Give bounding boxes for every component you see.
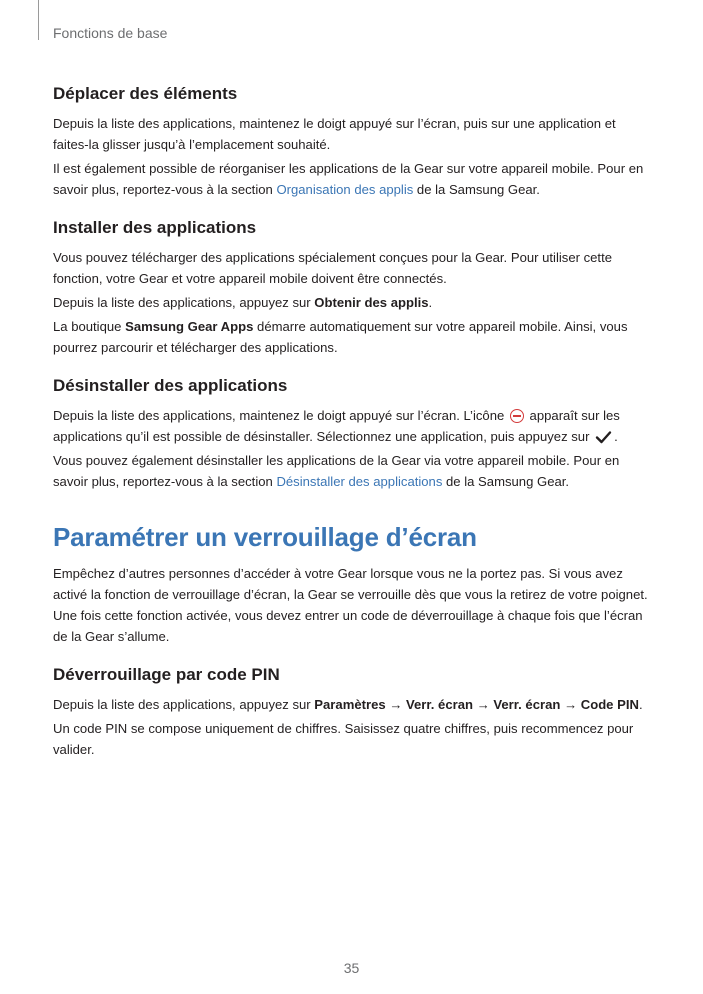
section-screen-lock bbox=[53, 520, 653, 647]
paragraph-install-3: La boutique Samsung Gear Apps démarre automatiquement sur votre appareil mobile. Ainsi, vous pourrez parcourir et télécharger des applications. bbox=[53, 319, 628, 355]
paragraph-uninstall-1: Depuis la liste des applications, maintenez le doigt appuyé sur l’écran. L’icône apparaît sur les applications qu’il est possible de désinstaller. Sélectionnez une application, puis appuyez sur . bbox=[53, 408, 620, 444]
term-gear-apps: Samsung Gear Apps bbox=[125, 319, 254, 334]
section-pin-unlock bbox=[53, 664, 653, 760]
heading-screen-lock: Paramétrer un verrouillage d’écran bbox=[53, 522, 477, 552]
header-rule bbox=[38, 0, 39, 40]
page-number: 35 bbox=[343, 960, 360, 976]
paragraph-uninstall-2: Vous pouvez également désinstaller les applications de la Gear via votre appareil mobile. Pour en savoir plus, reportez-vous à la section Désinstaller des applications de la Samsung Gear. bbox=[53, 453, 620, 489]
heading-pin-unlock: Déverrouillage par code PIN bbox=[53, 665, 280, 684]
page-content bbox=[53, 83, 653, 777]
term-obtenir-applis: Obtenir des applis bbox=[314, 295, 429, 310]
minus-circle-icon bbox=[510, 409, 524, 423]
paragraph-install-2: Depuis la liste des applications, appuyez sur Obtenir des applis. bbox=[53, 295, 433, 310]
heading-move-items: Déplacer des éléments bbox=[53, 84, 238, 103]
section-install-apps bbox=[53, 217, 653, 358]
paragraph-move-2: Il est également possible de réorganiser les applications de la Gear sur votre appareil mobile. Pour en savoir plus, reportez-vous à la section Organisation des applis de la Samsung Gear. bbox=[53, 161, 644, 197]
paragraph-pin-2: Un code PIN se compose uniquement de chiffres. Saisissez quatre chiffres, puis recommencez pour valider. bbox=[53, 721, 634, 757]
paragraph-install-1: Vous pouvez télécharger des applications spécialement conçues pour la Gear. Pour utiliser cette fonction, votre Gear et votre appareil mobile doivent être connectés. bbox=[53, 250, 612, 286]
link-organisation-applis[interactable]: Organisation des applis bbox=[276, 182, 414, 197]
step-parametres: Paramètres bbox=[314, 697, 386, 712]
paragraph-move-1: Depuis la liste des applications, maintenez le doigt appuyé sur l’écran, puis sur une application et faites-la glisser jusqu’à l’emplacement souhaité. bbox=[53, 116, 616, 152]
paragraph-lock-1: Empêchez d’autres personnes d’accéder à votre Gear lorsque vous ne la portez pas. Si vous avez activé la fonction de verrouillage d’écran, la Gear se verrouille dès que vous la retirez de votre poignet. Une fois cette fonction activée, vous devez entrer un code de déverrouillage à chaque fois que l’écran de la Gear s’allume. bbox=[53, 566, 648, 644]
heading-uninstall-apps: Désinstaller des applications bbox=[53, 376, 288, 395]
running-header: Fonctions de base bbox=[53, 25, 168, 41]
section-uninstall-apps bbox=[53, 375, 653, 492]
check-icon bbox=[595, 430, 612, 444]
step-code-pin: Code PIN bbox=[580, 697, 639, 712]
heading-install-apps: Installer des applications bbox=[53, 218, 257, 237]
step-verr-ecran-1: Verr. écran bbox=[406, 697, 473, 712]
link-desinstaller-applications[interactable]: Désinstaller des applications bbox=[276, 474, 443, 489]
step-verr-ecran-2: Verr. écran bbox=[493, 697, 561, 712]
section-move-items bbox=[53, 83, 653, 200]
paragraph-pin-1: Depuis la liste des applications, appuyez sur Paramètres → Verr. écran → Verr. écran → Code PIN. bbox=[53, 697, 643, 712]
